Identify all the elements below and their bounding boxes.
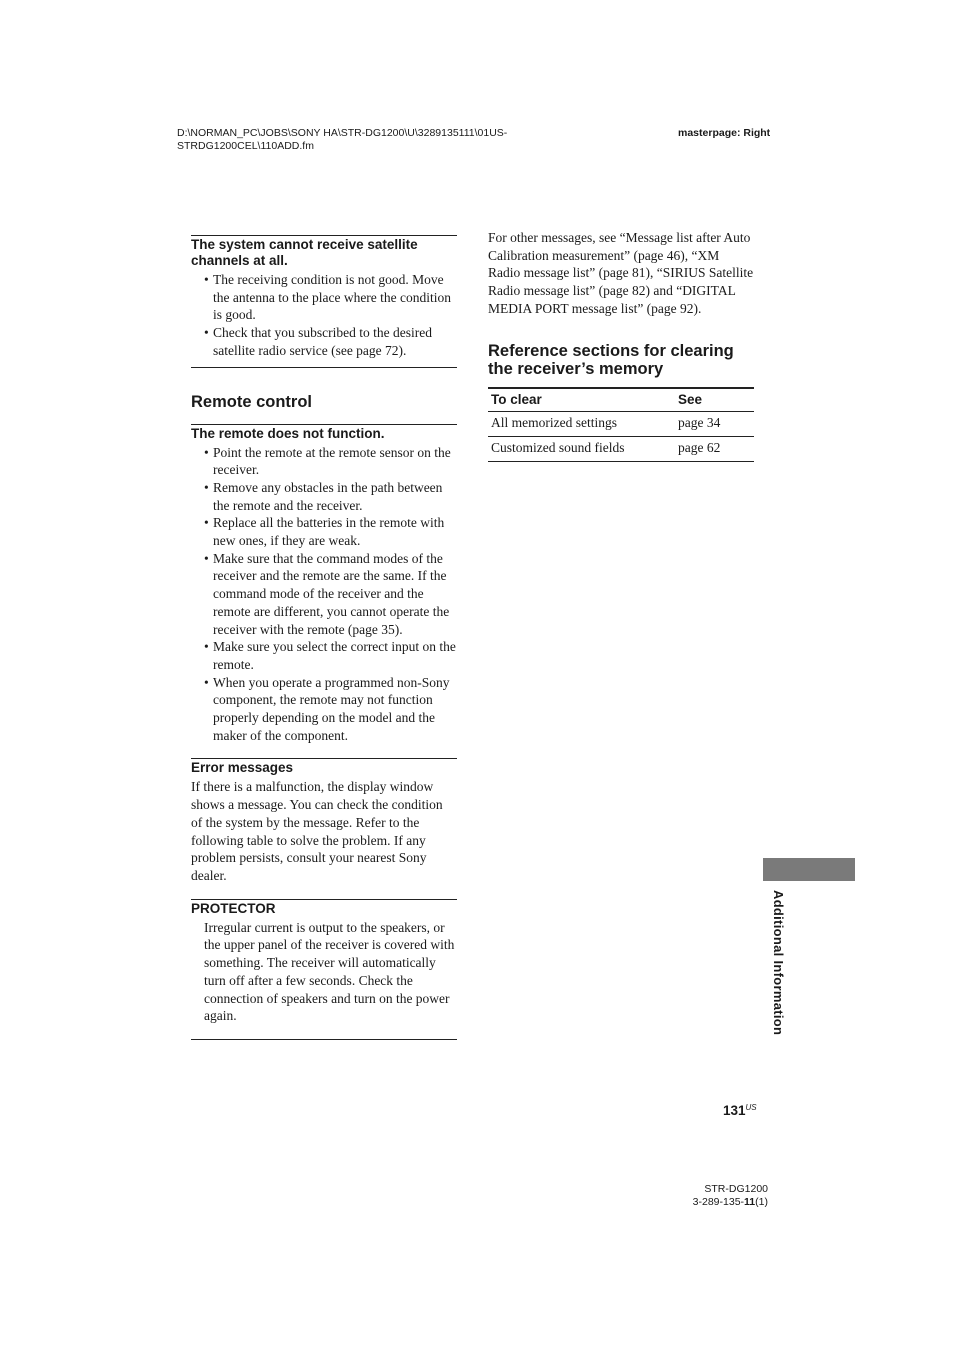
divider bbox=[191, 235, 457, 236]
footer-model: STR-DG1200 bbox=[704, 1183, 768, 1195]
page-number-value: 131 bbox=[723, 1103, 746, 1118]
reference-sections-title: Reference sections for clearing the receiver’s memory bbox=[488, 341, 734, 378]
other-messages-text: For other messages, see “Message list after Auto Calibration measurement” (page 46), “XM Radio message list” (page 81), “SIRIUS Satellite Radio message list” (page 82) and “DIGITAL MEDIA PORT message list” (page 92). bbox=[488, 230, 754, 316]
protector-heading: PROTECTOR bbox=[191, 900, 276, 916]
page-number-suffix: US bbox=[745, 1103, 757, 1112]
footer-code: 3-289-135-11(1) bbox=[692, 1195, 768, 1208]
remote-bullet-list bbox=[191, 444, 457, 745]
column-header-see: See bbox=[675, 388, 754, 412]
table-cell: All memorized settings bbox=[488, 411, 675, 436]
file-path-line-1: D:\NORMAN_PC\JOBS\SONY HA\STR-DG1200\U\3289135111\01US- bbox=[177, 127, 508, 139]
satellite-heading: The system cannot receive satellite channels at all. bbox=[191, 237, 418, 268]
remote-heading: The remote does not function. bbox=[191, 425, 385, 441]
right-column bbox=[488, 229, 754, 462]
satellite-bullet-list bbox=[191, 271, 457, 360]
divider bbox=[191, 1039, 457, 1040]
section-tab-marker bbox=[763, 858, 855, 881]
list-item: • Check that you subscribed to the desired satellite radio service (see page 72). bbox=[213, 324, 457, 359]
protector-text: Irregular current is output to the speakers, or the upper panel of the receiver is covered with something. The receiver will automatically turn off after a few seconds. Check the connection of speakers and turn on the power again. bbox=[204, 919, 455, 1024]
divider bbox=[191, 758, 457, 759]
table-row bbox=[488, 411, 754, 436]
list-item: • Replace all the batteries in the remote with new ones, if they are weak. bbox=[213, 514, 457, 549]
table-cell: page 62 bbox=[675, 436, 754, 461]
file-path-header bbox=[177, 127, 507, 152]
table-header-row bbox=[488, 388, 754, 412]
error-messages-heading: Error messages bbox=[191, 760, 294, 776]
divider bbox=[191, 899, 457, 900]
footer-model-code bbox=[686, 1183, 768, 1208]
list-item: • Make sure you select the correct input on the remote. bbox=[213, 638, 457, 673]
table-cell: Customized sound fields bbox=[488, 436, 675, 461]
column-header-to-clear: To clear bbox=[488, 388, 675, 412]
list-item: • When you operate a programmed non-Sony component, the remote may not function properly depending on the model and the maker of the component. bbox=[213, 674, 457, 745]
list-item: • Remove any obstacles in the path between the remote and the receiver. bbox=[213, 479, 457, 514]
list-item: • The receiving condition is not good. Move the antenna to the place where the condition is good. bbox=[213, 271, 457, 324]
table-row bbox=[488, 436, 754, 461]
masterpage-label: masterpage: Right bbox=[678, 127, 771, 139]
table-cell: page 34 bbox=[675, 411, 754, 436]
section-title-remote-control: Remote control bbox=[191, 392, 313, 411]
reference-table bbox=[488, 387, 754, 462]
divider bbox=[191, 367, 457, 368]
left-column bbox=[191, 235, 457, 1040]
side-section-label: Additional Information bbox=[771, 890, 786, 1036]
error-messages-text: If there is a malfunction, the display window shows a message. You can check the condition of the system by the message. Refer to the following table to solve the problem. If any problem persists, consult your nearest Sony dealer. bbox=[191, 779, 443, 883]
page-number bbox=[723, 1103, 757, 1118]
divider bbox=[191, 424, 457, 425]
list-item: • Make sure that the command modes of the receiver and the remote are the same. If the command mode of the receiver and the remote are different, you cannot operate the receiver with the remote (page 35). bbox=[213, 550, 457, 639]
file-path-line-2: STRDG1200CEL\110ADD.fm bbox=[177, 139, 314, 152]
list-item: • Point the remote at the remote sensor on the receiver. bbox=[213, 444, 457, 479]
